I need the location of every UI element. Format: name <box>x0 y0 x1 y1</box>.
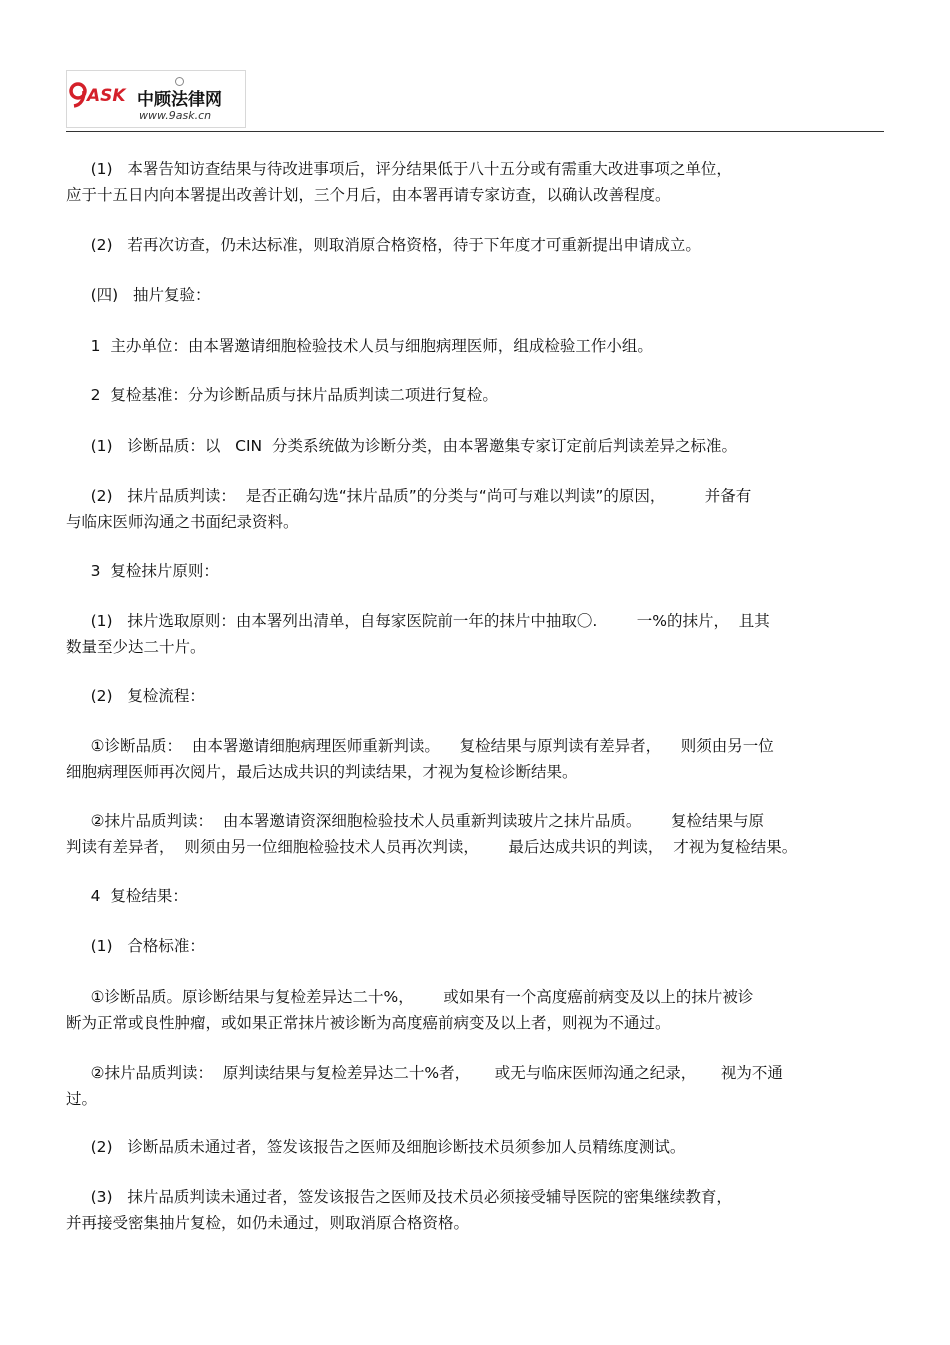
paragraph <box>66 933 884 959</box>
paragraph-line: 2 复检基准：分为诊断品质与抹片品质判读二项进行复检。 <box>66 386 498 404</box>
paragraph <box>66 333 884 359</box>
paragraph <box>66 1184 884 1236</box>
paragraph <box>66 382 884 408</box>
site-logo[interactable] <box>66 70 246 128</box>
paragraph <box>66 1060 884 1112</box>
paragraph <box>66 683 884 709</box>
logo-site-url: www.9ask.cn <box>139 109 212 122</box>
paragraph-line: ②抹片品质判读： 原判读结果与复检差异达二十%者， 或无与临床医师沟通之纪录， 视为不通 <box>66 1064 783 1082</box>
paragraph <box>66 984 884 1036</box>
paragraph-line: (1) 合格标准： <box>66 937 205 955</box>
paragraph-line: (3) 抹片品质判读未通过者，签发该报告之医师及技术员必须接受辅导医院的密集继续教育， <box>66 1188 732 1206</box>
paragraph <box>66 433 884 459</box>
paragraph-line: 断为正常或良性肿瘤，或如果正常抹片被诊断为高度癌前病变及以上者，则视为不通过。 <box>66 1014 671 1032</box>
paragraph-line: 与临床医师沟通之书面纪录资料。 <box>66 513 299 531</box>
paragraph-line: (1) 本署告知访查结果与待改进事项后，评分结果低于八十五分或有需重大改进事项之单位， <box>66 160 732 178</box>
paragraph <box>66 232 884 258</box>
paragraph <box>66 156 884 208</box>
paragraph <box>66 483 884 535</box>
logo-site-name: 中顾法律网 <box>137 90 222 110</box>
logo-mark-text: ASK <box>87 86 126 106</box>
9ask-logo-mark <box>69 77 133 109</box>
paragraph <box>66 733 884 785</box>
paragraph-line: 细胞病理医师再次阅片，最后达成共识的判读结果，才视为复检诊断结果。 <box>66 763 578 781</box>
paragraph <box>66 808 884 860</box>
paragraph <box>66 883 884 909</box>
paragraph-line: 判读有差异者， 则须由另一位细胞检验技术人员再次判读， 最后达成共识的判读， 才视为复检结果。 <box>66 838 798 856</box>
paragraph-line: (2) 诊断品质未通过者，签发该报告之医师及细胞诊断技术员须参加人员精练度测试。 <box>66 1138 686 1156</box>
paragraph-line: 并再接受密集抽片复检，如仍未通过，则取消原合格资格。 <box>66 1214 470 1232</box>
paragraph-line: 4 复检结果： <box>66 887 188 905</box>
header-divider <box>66 131 884 132</box>
paragraph-line: (2) 复检流程： <box>66 687 205 705</box>
paragraph-line: ①诊断品质： 由本署邀请细胞病理医师重新判读。 复检结果与原判读有差异者， 则须由另一位 <box>66 737 774 755</box>
paragraph-line: ②抹片品质判读： 由本署邀请资深细胞检验技术人员重新判读玻片之抹片品质。 复检结果与原 <box>66 812 764 830</box>
paragraph-line: 3 复检抹片原则： <box>66 562 219 580</box>
paragraph-line: ①诊断品质。原诊断结果与复检差异达二十%， 或如果有一个高度癌前病变及以上的抹片被诊 <box>66 988 754 1006</box>
paragraph <box>66 1134 884 1160</box>
paragraph <box>66 608 884 660</box>
paragraph-line: (1) 抹片选取原则：由本署列出清单，自每家医院前一年的抹片中抽取〇. 一%的抹片， 且其 <box>66 612 770 630</box>
paragraph <box>66 558 884 584</box>
paragraph-line: 过。 <box>66 1090 98 1108</box>
paragraph-line: (2) 抹片品质判读： 是否正确勾选“抹片品质”的分类与“尚可与难以判读”的原因， 并备有 <box>66 487 752 505</box>
paragraph <box>66 282 884 308</box>
paragraph-line: 数量至少达二十片。 <box>66 638 206 656</box>
paragraph-line: (四) 抽片复验： <box>66 286 211 304</box>
page-header <box>66 70 884 130</box>
paragraph-line: 应于十五日内向本署提出改善计划，三个月后，由本署再请专家访查，以确认改善程度。 <box>66 186 671 204</box>
paragraph-line: 1 主办单位：由本署邀请细胞检验技术人员与细胞病理医师，组成检验工作小组。 <box>66 337 653 355</box>
paragraph-line: (1) 诊断品质：以 CIN 分类系统做为诊断分类，由本署邀集专家订定前后判读差异之标准。 <box>66 437 737 455</box>
paragraph-line: (2) 若再次访查，仍未达标准，则取消原合格资格，待于下年度才可重新提出申请成立。 <box>66 236 701 254</box>
